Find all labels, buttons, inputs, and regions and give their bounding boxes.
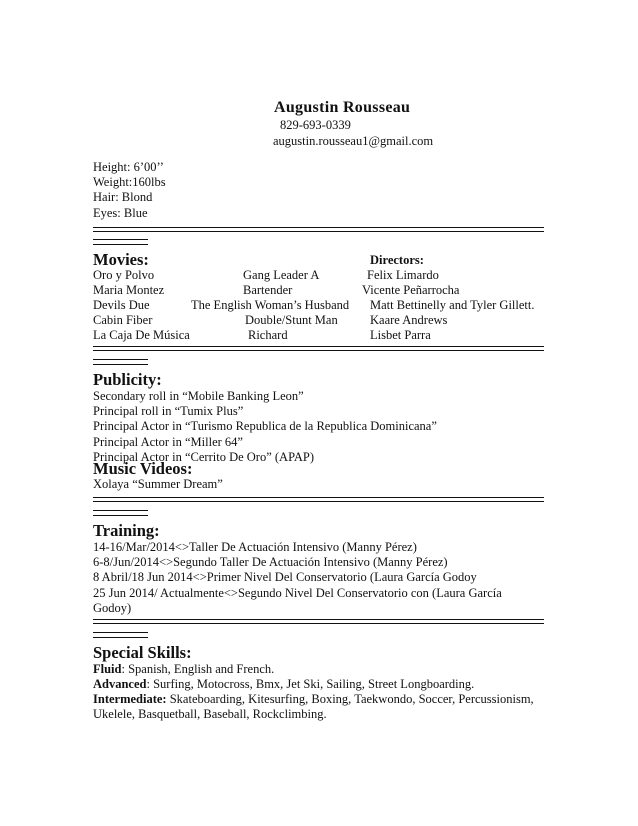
movie-role: The English Woman’s Husband [191,298,350,312]
music-videos-list [93,477,223,492]
section-divider [93,619,544,620]
movie-director: Vicente Peñarrocha [362,283,460,297]
stat-weight: Weight:160lbs [93,175,166,190]
skill-text: : Surfing, Motocross, Bmx, Jet Ski, Sailing, Street Longboarding. [146,677,475,691]
music-videos-heading: Music Videos: [93,459,193,478]
skill-label: Fluid [93,662,122,676]
movie-director: Matt Bettinelly and Tyler Gillett. [370,298,535,312]
movie-role: Bartender [243,283,293,297]
list-item: Principal roll in “Tumix Plus” [93,404,244,419]
skill-text: Skateboarding, Kitesurfing, Boxing, Taekwondo, Soccer, Percussionism, Ukelele, Basquetball, Baseball, Rockclimbing. [93,692,534,722]
special-skills-heading: Special Skills: [93,643,192,662]
short-divider [93,637,148,638]
training-list [93,540,502,616]
short-divider [93,239,148,240]
physical-stats [93,160,166,221]
skill-label: Intermediate: [93,692,167,706]
short-divider [93,515,148,516]
list-item: Xolaya “Summer Dream” [93,477,223,491]
skill-intermediate [93,692,543,722]
training-heading: Training: [93,521,160,540]
list-item: 25 Jun 2014/ Actualmente<>Segundo Nivel Del Conservatorio con (Laura García [93,585,502,600]
list-item: Principal Actor in “Miller 64” [93,434,243,449]
section-divider [93,227,544,228]
list-item: Principal Actor in “Turismo Republica de la Republica Dominicana” [93,419,437,434]
movie-director: Felix Limardo [367,268,439,282]
stat-height: Height: 6’00’’ [93,160,164,174]
skill-label: Advanced [93,677,147,691]
directors-heading: Directors: [370,253,424,267]
email-address: augustin.rousseau1@gmail.com [273,134,434,148]
short-divider [93,244,148,245]
short-divider [93,510,148,511]
publicity-list [93,389,437,465]
short-divider [93,632,148,633]
movie-title: La Caja De Música [93,328,190,342]
list-item: 8 Abril/18 Jun 2014<>Primer Nivel Del Conservatorio (Laura García Godoy [93,570,477,585]
publicity-heading: Publicity: [93,370,162,389]
stat-hair: Hair: Blond [93,190,153,205]
list-item: Principal Actor in “Cerrito De Oro” (APAP) [93,449,315,464]
skill-fluid [93,662,543,677]
movie-role: Double/Stunt Man [245,313,338,327]
section-divider [93,346,544,347]
movie-role: Richard [248,328,288,342]
section-divider [93,497,544,498]
movie-role: Gang Leader A [243,268,320,282]
movie-title: Oro y Polvo [93,268,155,282]
list-item: 6-8/Jun/2014<>Segundo Taller De Actuación Intensivo (Manny Pérez) [93,555,448,570]
movie-director: Kaare Andrews [370,313,448,327]
stat-eyes: Eyes: Blue [93,205,148,220]
list-item: Godoy) [93,600,132,615]
list-item: Secondary roll in “Mobile Banking Leon” [93,389,304,403]
phone-number: 829-693-0339 [280,118,351,132]
short-divider [93,359,148,360]
section-divider [93,350,544,351]
movies-heading: Movies: [93,250,149,269]
movie-title: Maria Montez [93,283,165,297]
skill-advanced [93,677,543,692]
movie-title: Devils Due [93,298,150,312]
section-divider [93,231,544,232]
movie-title: Cabin Fiber [93,313,153,327]
section-divider [93,623,544,624]
section-divider [93,501,544,502]
skill-text: : Spanish, English and French. [121,662,275,676]
movie-director: Lisbet Parra [370,328,431,342]
list-item: 14-16/Mar/2014<>Taller De Actuación Intensivo (Manny Pérez) [93,540,417,554]
short-divider [93,364,148,365]
actor-name: Augustin Rousseau [274,99,411,116]
